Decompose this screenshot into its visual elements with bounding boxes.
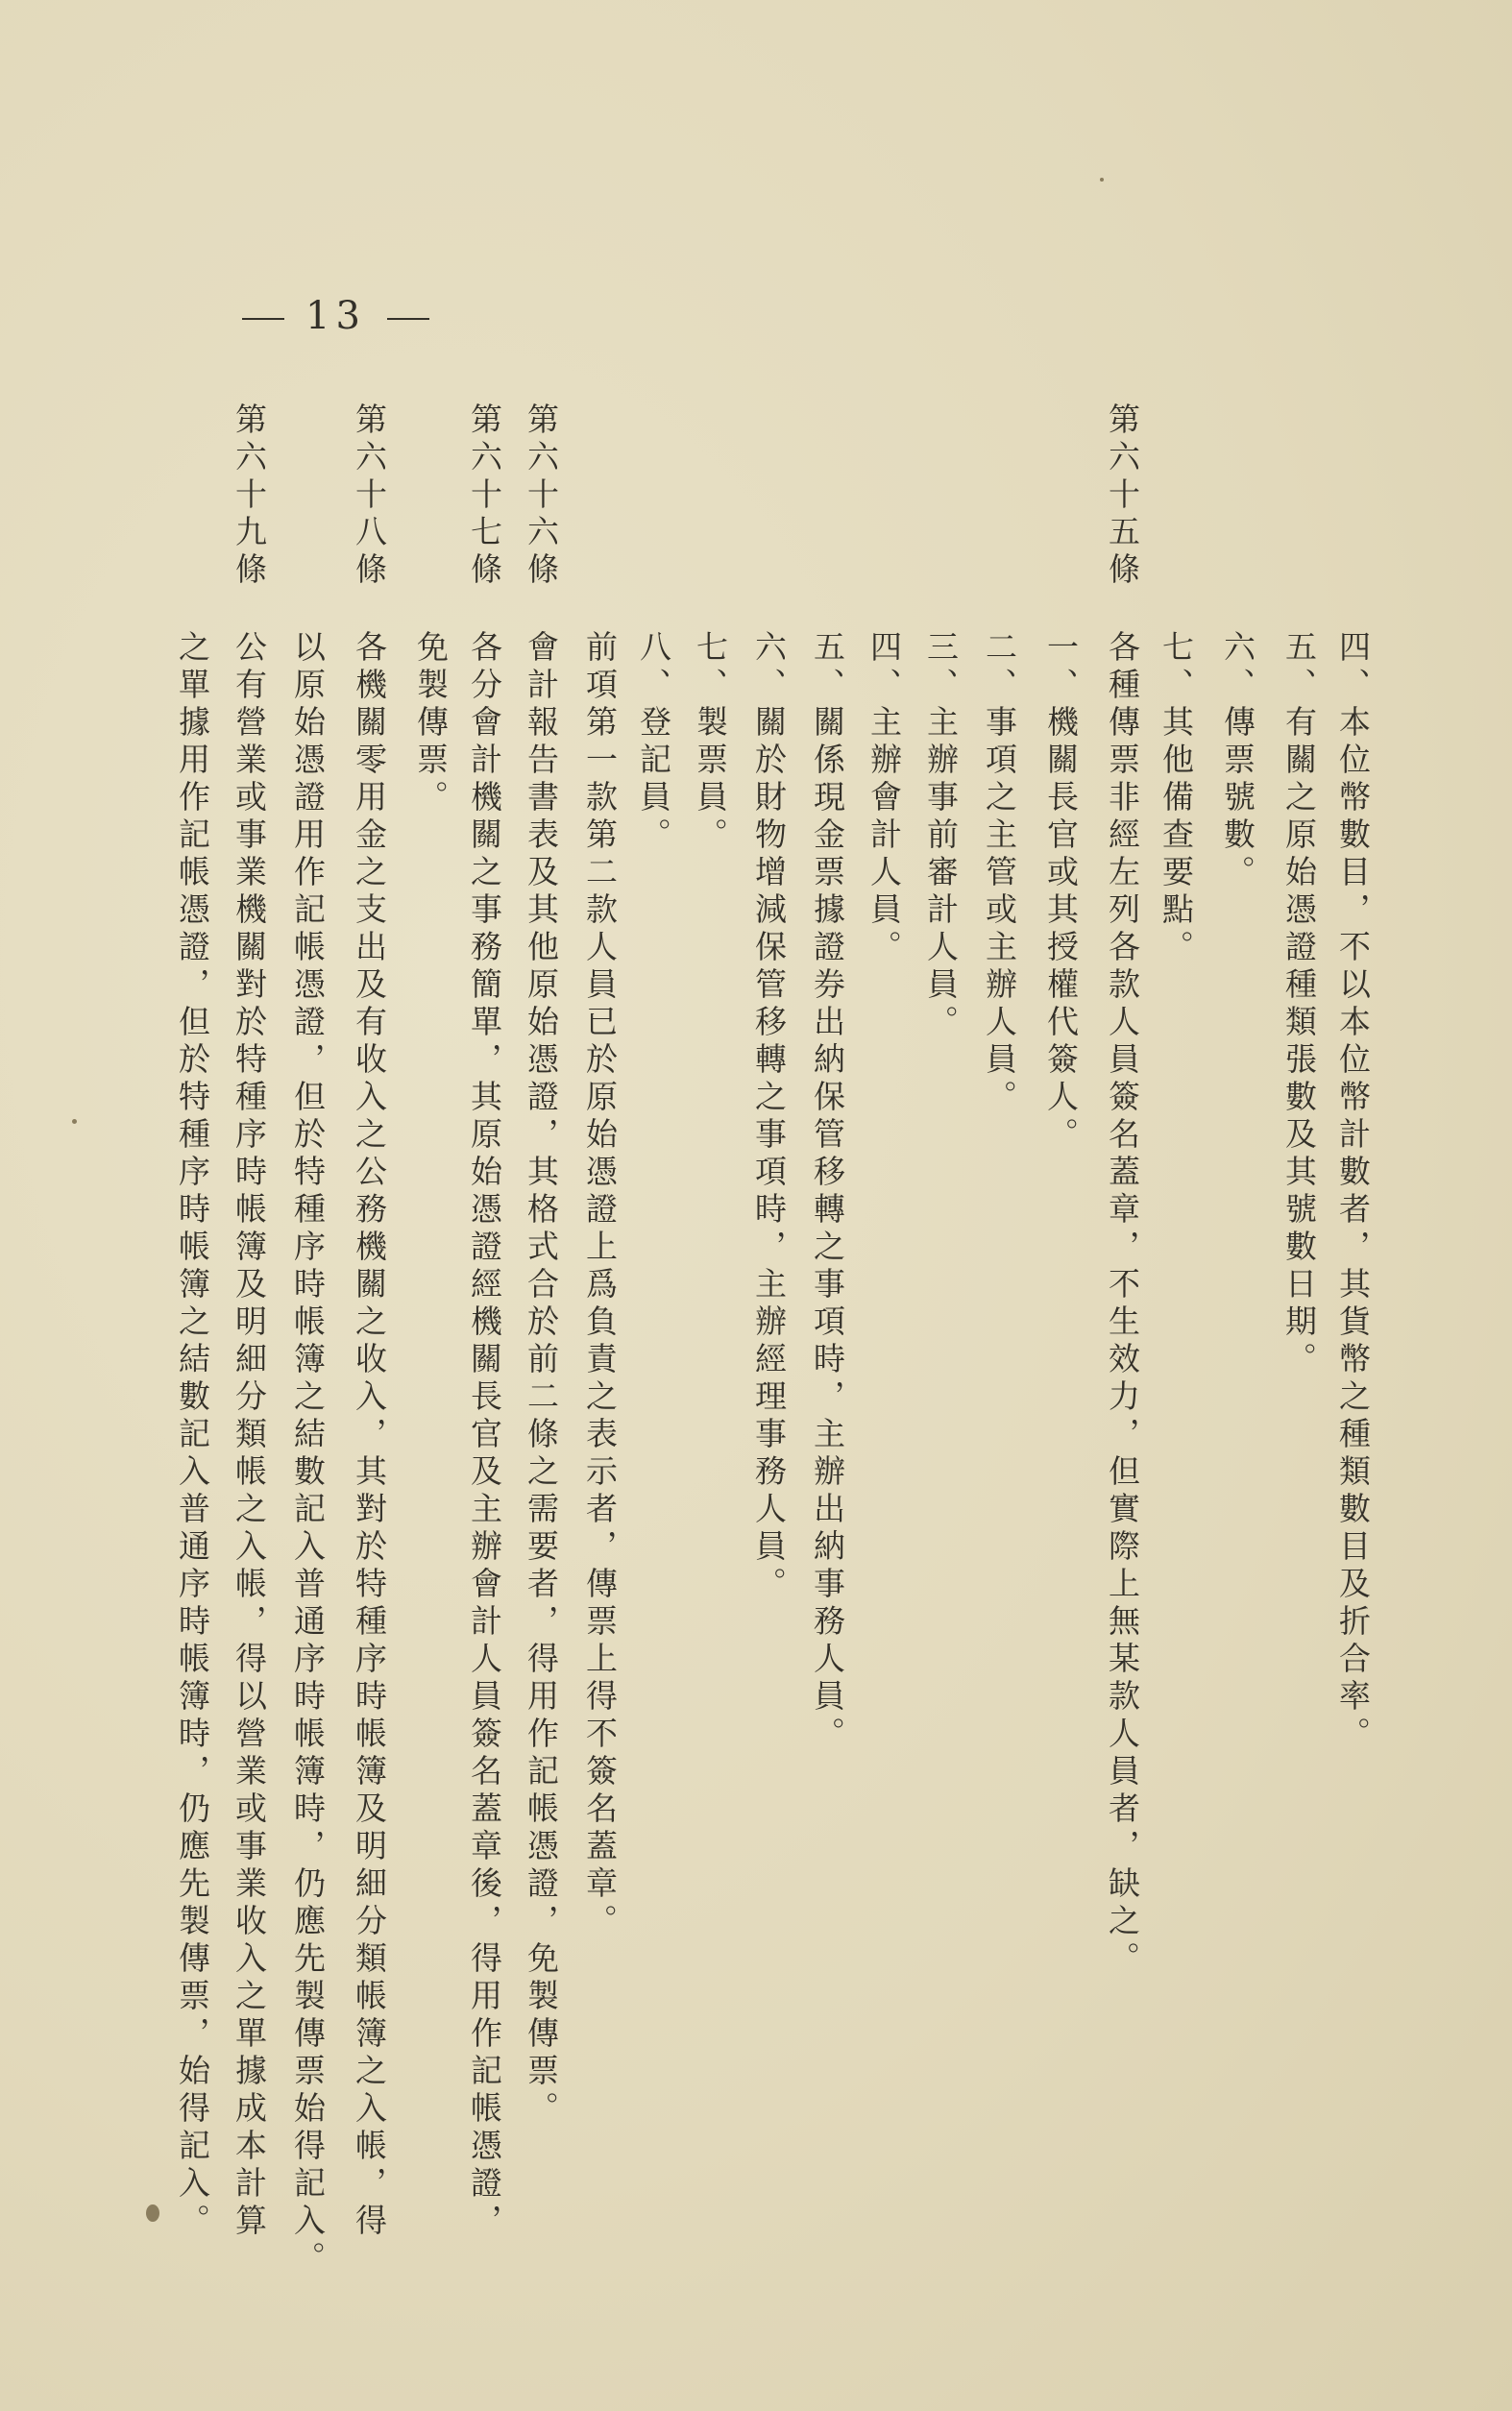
list-item: 四、本位幣數目，不以本位幣計數者，其貨幣之種類數目及折合率。 — [1334, 630, 1372, 1754]
list-item: 六、關於財物增減保管移轉之事項時，主辦經理事務人員。 — [750, 630, 788, 1604]
article-66-body: 會計報告書表及其他原始憑證，其格式合於前二條之需要者，得用作記帳憑證，免製傳票。 — [523, 630, 560, 2129]
article-67-body-cont: 免製傳票。 — [412, 630, 450, 817]
list-item: 一、機關長官或其授權代簽人。 — [1042, 630, 1080, 1155]
article-65-body: 各種傳票非經左列各款人員簽名蓋章，不生效力，但實際上無某款人員者，缺之。 — [1104, 630, 1141, 1979]
article-68-body: 各機關零用金之支出及有收入之公務機關之收入，其對於特種序時帳簿及明細分類帳簿之入帳，得 — [351, 630, 388, 2241]
list-item: 八、登記員。 — [635, 630, 672, 855]
paper-speck — [1100, 178, 1104, 182]
list-item: 五、關係現金票據證券出納保管移轉之事項時，主辦出納事務人員。 — [809, 630, 846, 1754]
article-65-note: 前項第一款第二款人員已於原始憑證上爲負責之表示者，傳票上得不簽名蓋章。 — [581, 630, 619, 1941]
article-68-body-cont: 以原始憑證用作記帳憑證，但於特種序時帳簿之結數記入普通序時帳簿時，仍應先製傳票始得記入。 — [289, 630, 327, 2278]
article-67-body: 各分會計機關之事務簡單，其原始憑證經機關長官及主辦會計人員簽名蓋章後，得用作記帳憑證， — [466, 630, 503, 2241]
list-item: 四、主辦會計人員。 — [866, 630, 903, 967]
page-number-value: 13 — [305, 294, 366, 338]
article-66-label: 第六十六條 — [523, 402, 560, 590]
paper-speck — [72, 1119, 77, 1124]
list-item: 五、有關之原始憑證種類張數及其號數日期。 — [1280, 630, 1318, 1379]
article-67-label: 第六十七條 — [466, 402, 503, 590]
article-69-body-cont: 之單據用作記帳憑證，但於特種序時帳簿之結數記入普通序時帳簿時，仍應先製傳票，始得記入。 — [174, 630, 211, 2241]
list-item: 二、事項之主管或主辦人員。 — [981, 630, 1018, 1117]
article-69-label: 第六十九條 — [231, 402, 268, 590]
dash-left — [242, 318, 284, 320]
article-65-label: 第六十五條 — [1104, 402, 1141, 590]
article-69-body: 公有營業或事業機關對於特種序時帳簿及明細分類帳之入帳，得以營業或事業收入之單據成本計算 — [231, 630, 268, 2241]
list-item: 七、其他備查要點。 — [1158, 630, 1195, 967]
page-number — [221, 294, 451, 338]
article-68-label: 第六十八條 — [351, 402, 388, 590]
paper-speck — [146, 2204, 159, 2222]
list-item: 三、主辦事前審計人員。 — [922, 630, 960, 1042]
dash-right — [387, 318, 429, 320]
list-item: 六、傳票號數。 — [1219, 630, 1256, 892]
list-item: 七、製票員。 — [692, 630, 729, 855]
